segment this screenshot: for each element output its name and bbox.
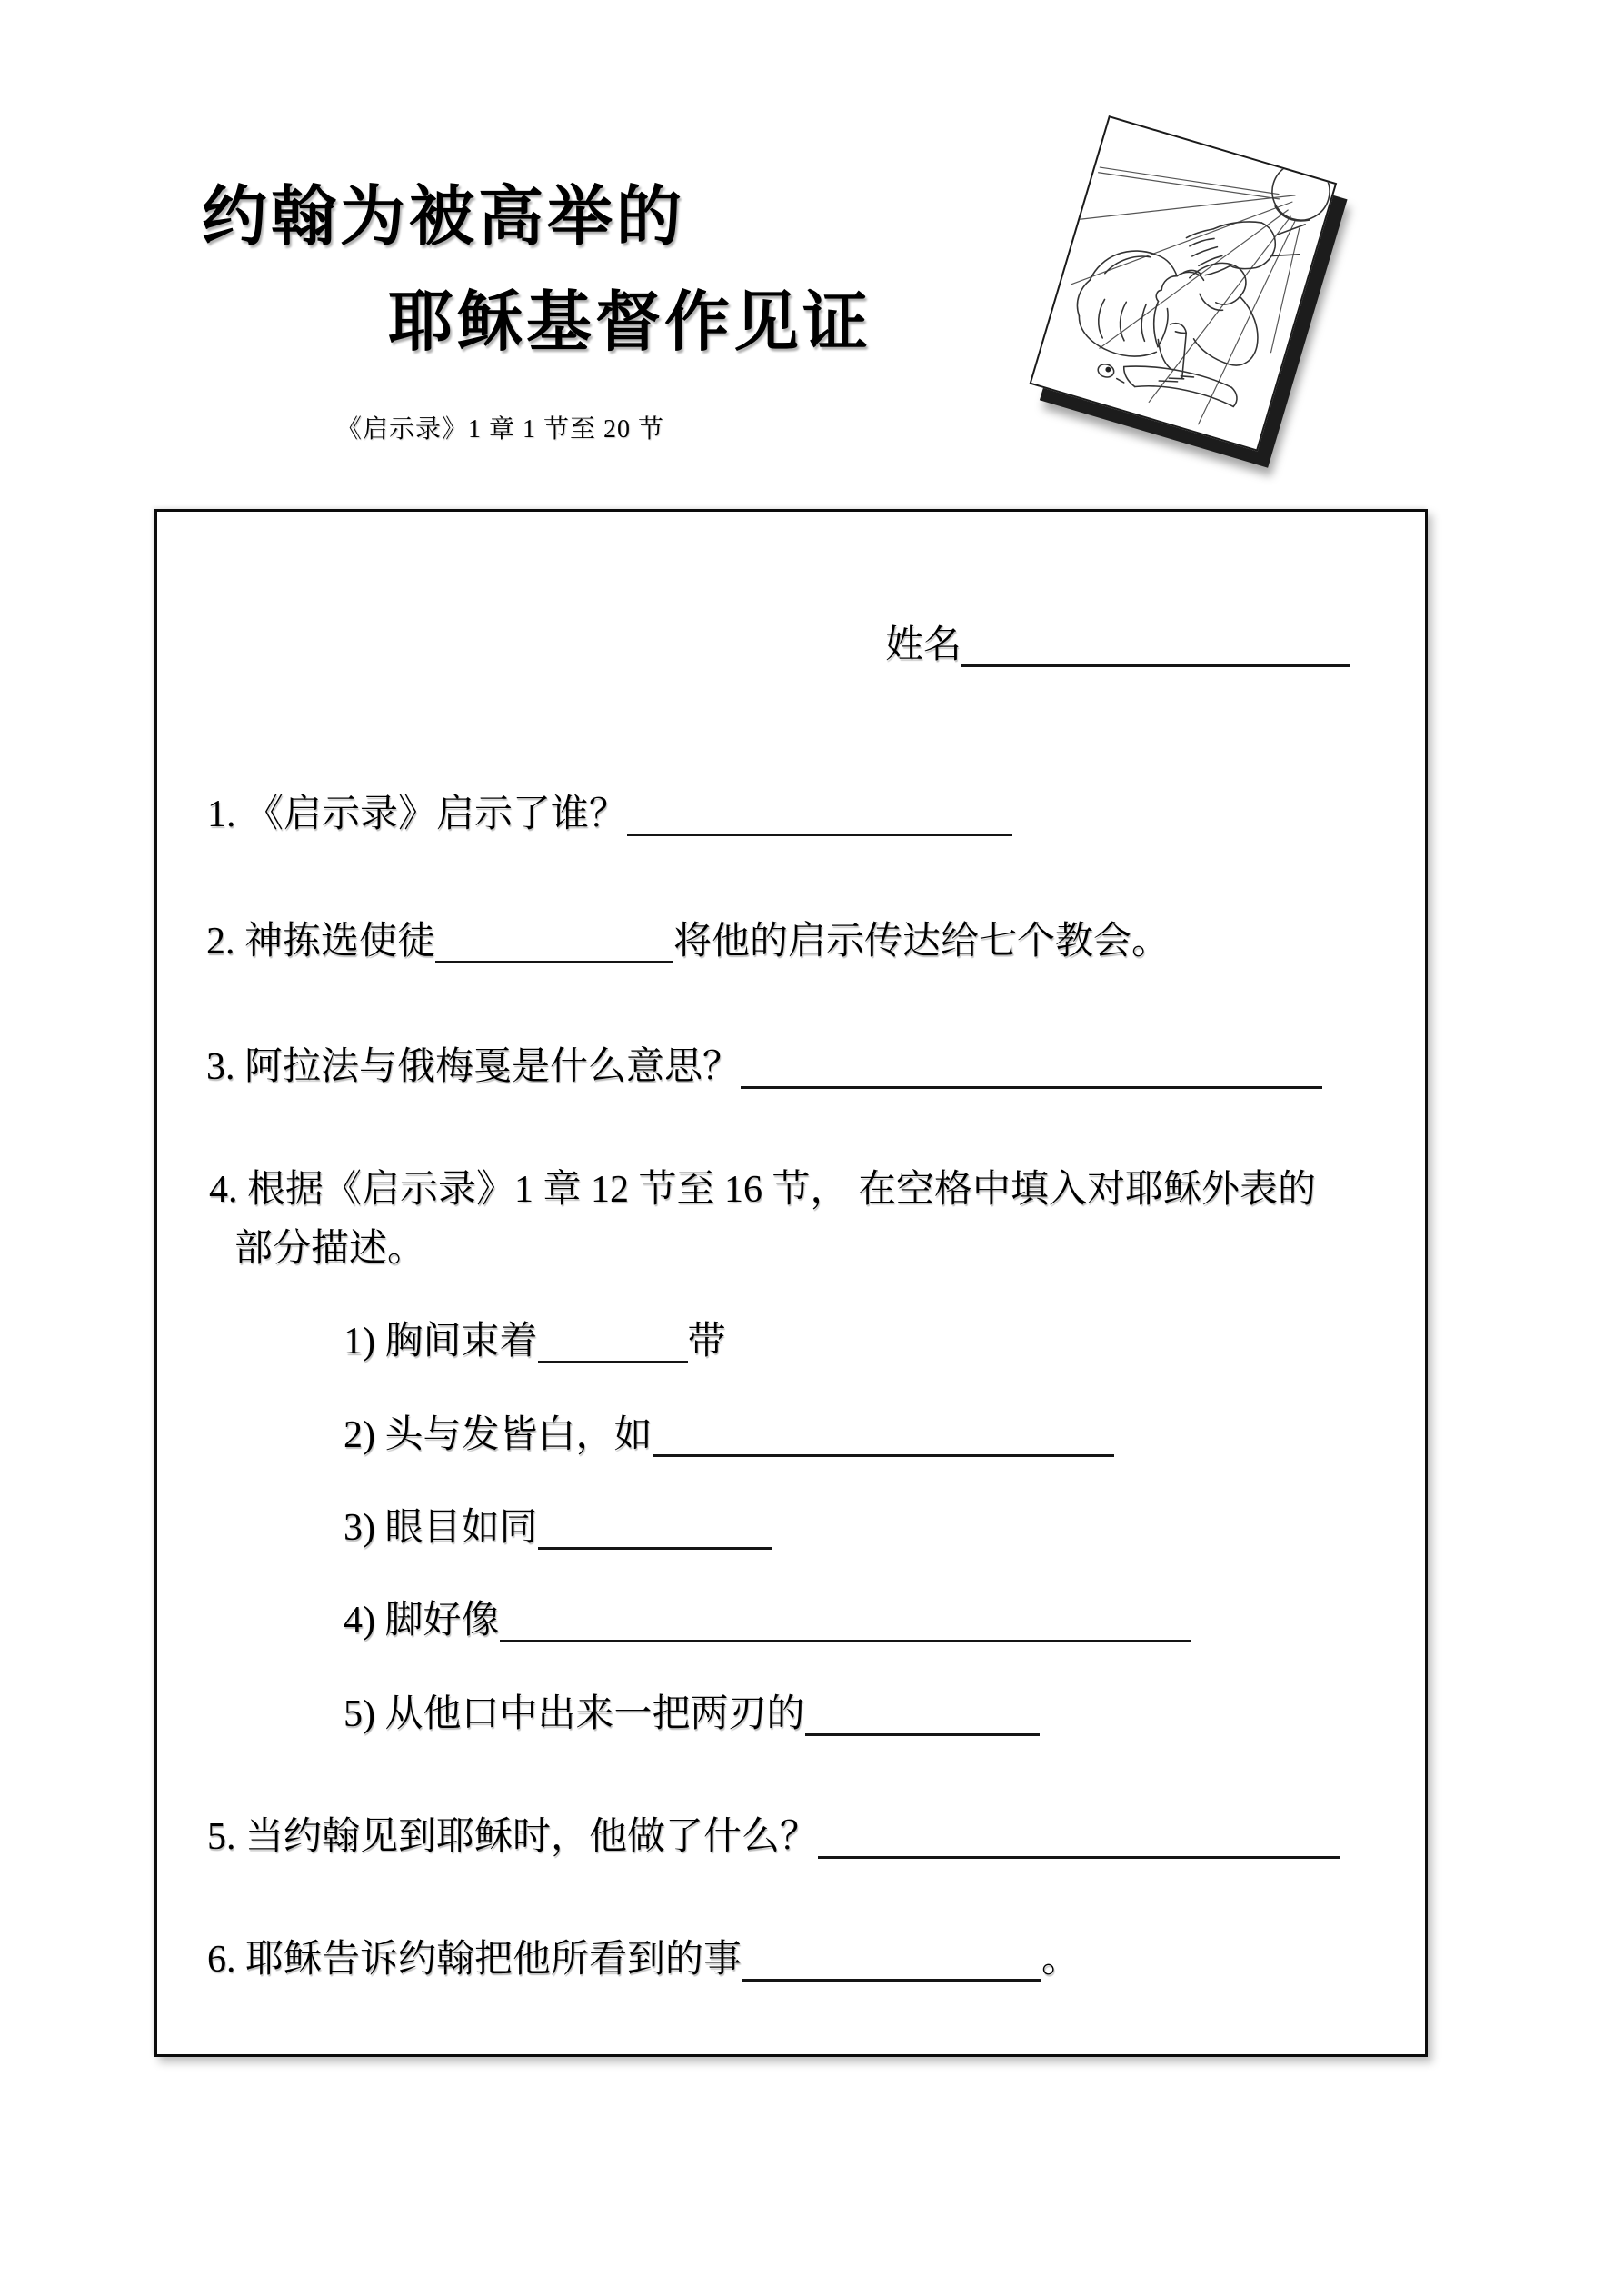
q4-item-4-text: 4) 脚好像	[344, 1600, 500, 1642]
question-5-text: 5. 当约翰见到耶稣时，他做了什么？	[207, 1816, 819, 1858]
q4-item-4	[344, 1597, 1191, 1645]
question-2-blank	[435, 932, 673, 963]
q4-item-2	[344, 1412, 1114, 1460]
q4-item-5-text: 5) 从他口中出来一把两刃的	[344, 1693, 805, 1735]
vision-illustration-card	[1030, 115, 1338, 452]
scroll-icon	[1120, 354, 1240, 416]
reaching-hand-icon	[1178, 193, 1308, 298]
question-5	[207, 1813, 1340, 1862]
question-3-text: 3. 阿拉法与俄梅戛是什么意思？	[206, 1046, 742, 1088]
question-6-blank	[742, 1950, 1041, 1982]
question-5-blank	[818, 1827, 1340, 1859]
question-6-text-post: 。	[1041, 1939, 1081, 1981]
question-4-line2: 部分描述。	[234, 1228, 426, 1270]
q4-item-1-text-pre: 1) 胸间束着	[344, 1321, 538, 1363]
ink-pot-icon	[1096, 363, 1127, 383]
name-blank	[961, 635, 1350, 667]
name-row	[885, 622, 1350, 670]
question-6	[207, 1936, 1080, 1984]
q4-item-3-text: 3) 眼目如同	[344, 1507, 538, 1549]
kneeling-john-figure	[1066, 225, 1277, 392]
sun-icon	[1265, 155, 1335, 227]
question-2-text-pre: 2. 神拣选使徒	[206, 921, 436, 963]
q4-item-5	[344, 1691, 1040, 1739]
q4-item-3-blank	[538, 1518, 772, 1550]
scripture-reference-subtitle: 《启示录》1 章 1 节至 20 节	[336, 415, 665, 444]
q4-item-4-blank	[500, 1611, 1191, 1642]
question-2-text-post: 将他的启示传达给七个教会。	[673, 921, 1171, 963]
question-3	[206, 1043, 1322, 1092]
question-1-text: 1. 《启示录》启示了谁？	[207, 794, 628, 835]
page-title-line1: 约翰为被高举的	[202, 181, 686, 254]
q4-item-5-blank	[805, 1704, 1040, 1736]
question-3-blank	[741, 1057, 1322, 1089]
q4-item-1-text-post: 带	[687, 1321, 726, 1363]
q4-item-2-blank	[653, 1425, 1114, 1457]
name-label: 姓名	[885, 624, 962, 666]
question-2	[206, 918, 1170, 966]
question-4-line1: 4. 根据《启示录》1 章 12 节至 16 节， 在空格中填入对耶稣外表的	[209, 1169, 1317, 1211]
q4-item-1-blank	[538, 1332, 688, 1363]
q4-item-1	[344, 1318, 726, 1366]
question-6-text-pre: 6. 耶稣告诉约翰把他所看到的事	[207, 1939, 742, 1981]
question-1-blank	[627, 804, 1012, 836]
question-1	[207, 791, 1012, 839]
q4-item-3	[344, 1504, 772, 1552]
page-title-line2: 耶稣基督作见证	[388, 286, 872, 359]
q4-item-2-text: 2) 头与发皆白，如	[344, 1414, 653, 1456]
